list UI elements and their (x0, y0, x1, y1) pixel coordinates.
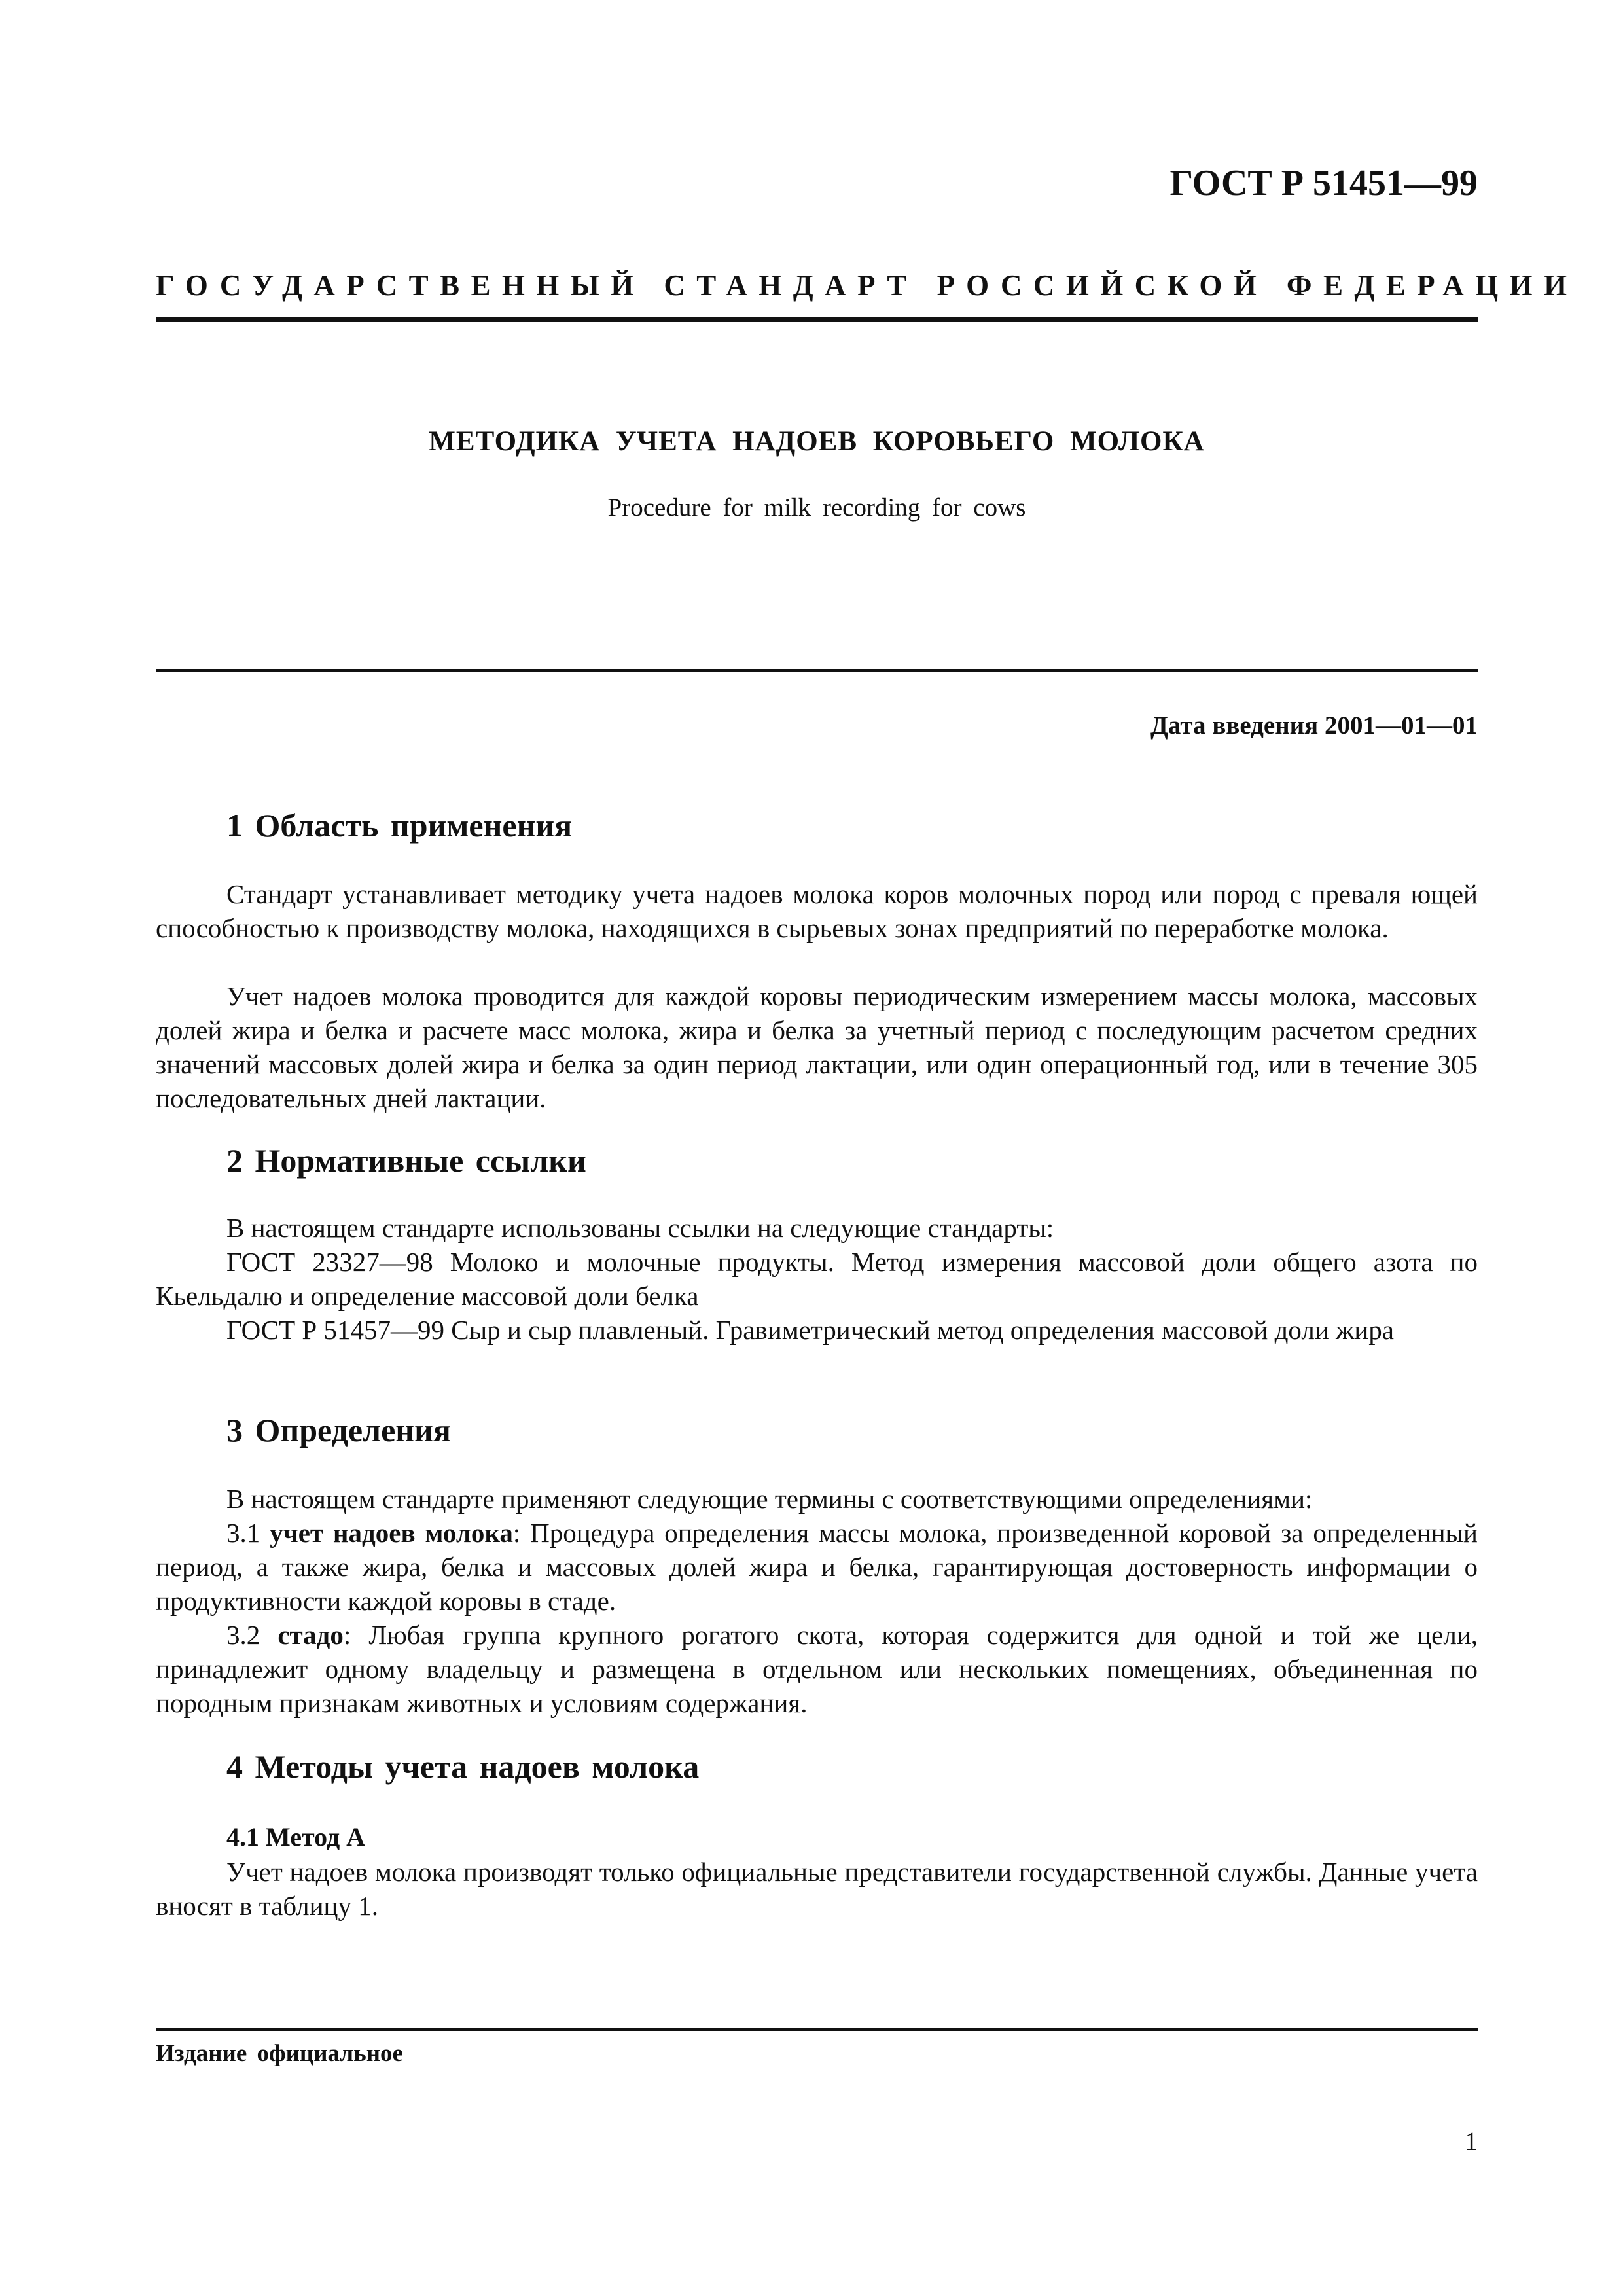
section-1-heading: 1 Область применения (226, 807, 573, 844)
state-standard-banner: ГОСУДАРСТВЕННЫЙ СТАНДАРТ РОССИЙСКОЙ ФЕДЕРАЦИИ (156, 269, 1578, 302)
title-rule (156, 669, 1478, 672)
footer-rule (156, 2028, 1478, 2031)
definition-number: 3.1 (226, 1518, 270, 1548)
subsection-4-1-paragraph: Учет надоев молока производят только официальные представители государственной службы. Данные учета вносят в таблицу 1. (156, 1857, 1478, 1921)
definition-milk-recording (156, 1516, 1478, 1618)
definition-text: : Процедура определения массы молока, произведенной коровой за определенный период, а также жира, белка и массовых долей жира и белка, гарантирующая достоверность информации о продуктивности каждой коровы в стаде. (156, 1518, 1478, 1616)
official-edition-label: Издание официальное (156, 2040, 403, 2067)
section-3-heading: 3 Определения (226, 1412, 451, 1448)
document-title: МЕТОДИКА УЧЕТА НАДОЕВ КОРОВЬЕГО МОЛОКА (429, 426, 1205, 457)
document-title-english: Procedure for milk recording for cows (607, 493, 1026, 522)
subsection-4-1-heading: 4.1 Метод А (226, 1822, 366, 1852)
definition-text: : Любая группа крупного рогатого скота, которая содержится для одной и той же цели, принадлежит одному владельцу и размещена в отдельном или нескольких помещениях, объединенная по породным признакам животных и условиям содержания. (156, 1620, 1478, 1718)
definition-term: стадо (277, 1620, 344, 1650)
definition-term: учет надоев молока (270, 1518, 513, 1548)
section-4-heading: 4 Методы учета надоев молока (226, 1748, 700, 1785)
section-2-intro: В настоящем стандарте использованы ссылки на следующие стандарты: (226, 1213, 1054, 1243)
section-2-heading: 2 Нормативные ссылки (226, 1142, 586, 1179)
reference-gost-r-51457: ГОСТ Р 51457—99 Сыр и сыр плавленый. Гравиметрический метод определения массовой доли жира (226, 1315, 1395, 1345)
definition-herd (156, 1618, 1478, 1720)
section-3-intro: В настоящем стандарте применяют следующие термины с соответствующими определениями: (226, 1484, 1313, 1514)
page-number: 1 (1465, 2126, 1478, 2156)
gost-number: ГОСТ Р 51451—99 (1169, 163, 1478, 204)
section-1-paragraph-2: Учет надоев молока проводится для каждой коровы периодическим измерением массы молока, массовых долей жира и белка и расчете масс молока, жира и белка за учетный период с последующим расчетом средних значений массовых долей жира и белка за один период лактации, или один операционный год, или в течение 305 последовательных дней лактации. (156, 981, 1478, 1113)
definition-number: 3.2 (226, 1620, 278, 1650)
section-1-paragraph-1: Стандарт устанавливает методику учета надоев молока коров молочных пород или пород с преваля ющей способностью к производству молока, находящихся в сырьевых зонах предприятий по переработке молока. (156, 879, 1478, 943)
reference-gost-23327: ГОСТ 23327—98 Молоко и молочные продукты. Метод измерения массовой доли общего азота по Кьельдалю и определение массовой доли белка (156, 1247, 1478, 1311)
introduction-date: Дата введения 2001—01—01 (1150, 711, 1478, 740)
header-rule (156, 317, 1478, 322)
